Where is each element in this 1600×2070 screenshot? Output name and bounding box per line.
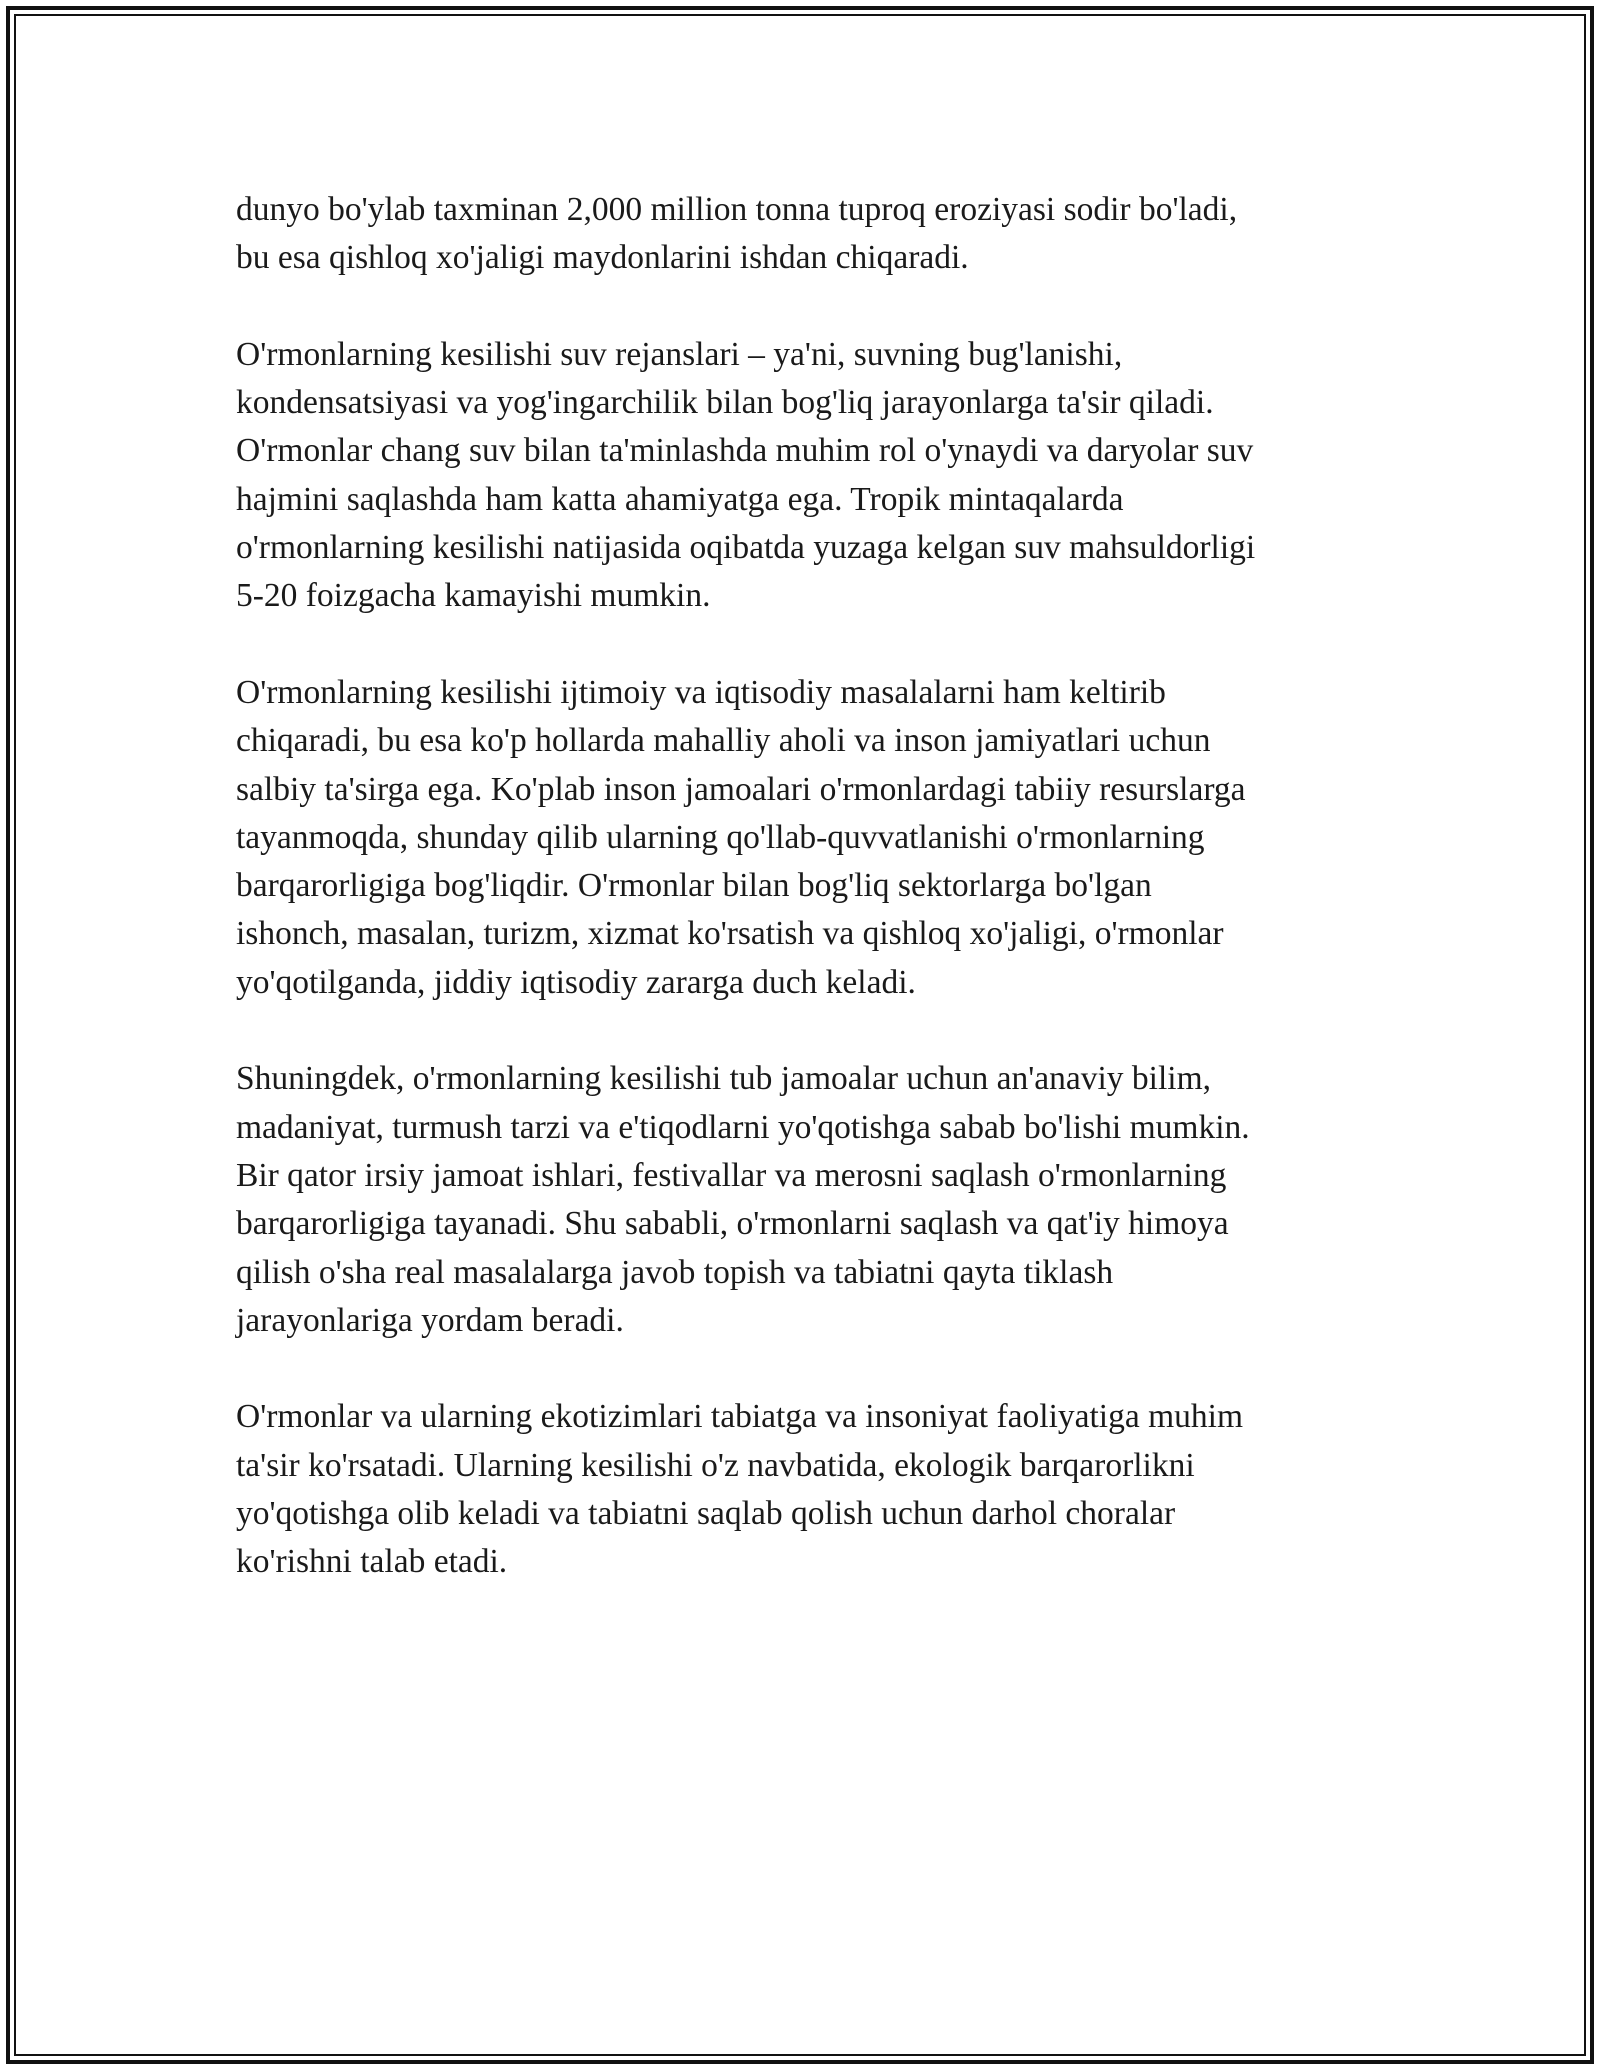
- paragraph: [236, 669, 1386, 1007]
- text-line: o'rmonlarning kesilishi natijasida oqibatda yuzaga kelgan suv mahsuldorligi: [236, 529, 1256, 567]
- text-line: salbiy ta'sirga ega. Ko'plab inson jamoalari o'rmonlardagi tabiiy resurslarga: [236, 770, 1246, 808]
- text-line: hajmini saqlashda ham katta ahamiyatga ega. Tropik mintaqalarda: [236, 480, 1124, 518]
- text-line: ta'sir ko'rsatadi. Ularning kesilishi o'z navbatida, ekologik barqarorlikni: [236, 1446, 1195, 1484]
- text-line: Bir qator irsiy jamoat ishlari, festivallar va merosni saqlash o'rmonlarning: [236, 1156, 1227, 1194]
- text-line: O'rmonlarning kesilishi suv rejanslari – ya'ni, suvning bug'lanishi,: [236, 335, 1123, 373]
- text-line: yo'qotishga olib keladi va tabiatni saqlab qolish uchun darhol choralar: [236, 1495, 1176, 1533]
- paragraph: [236, 186, 1386, 283]
- document-body: [236, 186, 1386, 1635]
- paragraph: [236, 331, 1386, 621]
- text-line: tayanmoqda, shunday qilib ularning qo'llab-quvvatlanishi o'rmonlarning: [236, 818, 1205, 856]
- text-line: ko'rishni talab etadi.: [236, 1543, 508, 1581]
- text-line: kondensatsiyasi va yog'ingarchilik bilan bog'liq jarayonlarga ta'sir qiladi.: [236, 384, 1214, 422]
- text-line: O'rmonlarning kesilishi ijtimoiy va iqtisodiy masalalarni ham keltirib: [236, 673, 1166, 711]
- paragraph: [236, 1055, 1386, 1345]
- text-line: chiqaradi, bu esa ko'p hollarda mahalliy aholi va inson jamiyatlari uchun: [236, 722, 1211, 760]
- text-line: O'rmonlar chang suv bilan ta'minlashda muhim rol o'ynaydi va daryolar suv: [236, 432, 1254, 470]
- text-line: O'rmonlar va ularning ekotizimlari tabiatga va insoniyat faoliyatiga muhim: [236, 1398, 1244, 1436]
- text-line: bu esa qishloq xo'jaligi maydonlarini ishdan chiqaradi.: [236, 239, 969, 277]
- text-line: dunyo bo'ylab taxminan 2,000 million tonna tuproq eroziyasi sodir bo'ladi,: [236, 191, 1238, 228]
- text-line: qilish o'sha real masalalarga javob topish va tabiatni qayta tiklash: [236, 1253, 1114, 1291]
- text-line: jarayonlariga yordam beradi.: [236, 1301, 624, 1339]
- text-line: barqarorligiga tayanadi. Shu sababli, o'rmonlarni saqlash va qat'iy himoya: [236, 1205, 1229, 1243]
- text-line: ishonch, masalan, turizm, xizmat ko'rsatish va qishloq xo'jaligi, o'rmonlar: [236, 915, 1224, 953]
- paragraph: [236, 1393, 1386, 1586]
- text-line: Shuningdek, o'rmonlarning kesilishi tub jamoalar uchun an'anaviy bilim,: [236, 1060, 1212, 1098]
- text-line: madaniyat, turmush tarzi va e'tiqodlarni yo'qotishga sabab bo'lishi mumkin.: [236, 1108, 1250, 1146]
- text-line: 5-20 foizgacha kamayishi mumkin.: [236, 577, 711, 615]
- text-line: barqarorligiga bog'liqdir. O'rmonlar bilan bog'liq sektorlarga bo'lgan: [236, 867, 1152, 905]
- text-line: yo'qotilganda, jiddiy iqtisodiy zararga duch keladi.: [236, 963, 916, 1001]
